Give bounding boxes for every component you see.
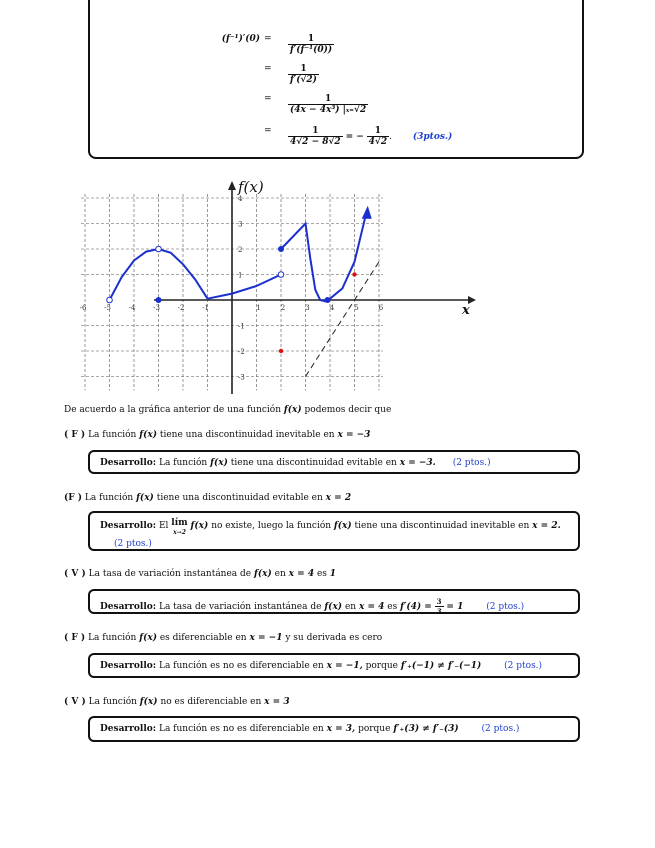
denominator: 3	[436, 607, 442, 616]
numerator: 1	[288, 126, 343, 137]
numerator: 3	[436, 597, 442, 606]
points-label: (2 ptos.)	[452, 458, 491, 468]
function-curve-2	[208, 275, 282, 299]
numerator: 1	[288, 34, 334, 45]
y-tick-label: -1	[238, 322, 245, 331]
statement-fx: f(x)	[139, 633, 157, 643]
x-tick-label: -5	[104, 304, 111, 312]
limit-subscript: x→2	[173, 529, 186, 536]
points-label: (2 ptos.)	[114, 539, 152, 549]
numerator: 1	[288, 94, 368, 105]
x-tick-label: 3	[305, 304, 310, 312]
y-tick-label: -3	[238, 373, 245, 382]
answer-tag: ( V )	[64, 697, 86, 707]
denominator: 4√2	[368, 137, 388, 147]
points-label: (2 ptos.)	[486, 602, 525, 612]
statement-fx: f(x)	[139, 697, 158, 707]
equals-sign: =	[264, 94, 272, 104]
statement-text: es	[316, 569, 327, 579]
statement-fx: f(x)	[139, 430, 157, 440]
x-tick-label: -3	[153, 304, 160, 312]
development-label: Desarrollo:	[100, 602, 157, 612]
denominator: f′(f⁻¹(0))	[290, 45, 333, 55]
equals-sign: =	[264, 64, 272, 74]
development-box-3	[88, 589, 580, 614]
answer-tag: (F )	[64, 493, 83, 503]
development-text: La función es no es diferenciable en	[158, 724, 324, 734]
statement-4	[64, 633, 382, 643]
development-value: x = −3.	[399, 458, 436, 468]
development-text: tiene una discontinuidad evitable en	[230, 458, 397, 468]
intro-fx: f(x)	[283, 405, 302, 415]
denominator: 4√2 − 8√2	[290, 137, 341, 147]
statement-value: x = 4	[288, 569, 315, 579]
development-value: f′(4) =	[400, 602, 432, 612]
development-text: porque	[365, 661, 398, 671]
asymptote-dashed-line	[306, 262, 380, 377]
equals-sign: =	[264, 126, 272, 136]
development-text: es	[387, 602, 398, 612]
answer-tag: ( F )	[64, 430, 86, 440]
points-label: (2 ptos.)	[504, 661, 543, 671]
equals-minus: = −	[345, 132, 364, 142]
development-text: El	[158, 521, 169, 531]
statement-value: x = 2	[325, 493, 352, 503]
statement-3	[64, 569, 336, 579]
y-axis-label: f(x)	[238, 178, 264, 196]
y-tick-label: -2	[238, 348, 245, 356]
x-tick-label: -6	[79, 304, 87, 312]
development-text: La función es no es diferenciable en	[158, 661, 324, 671]
x-tick-label: -1	[202, 304, 209, 312]
intro-end: podemos decir que	[304, 405, 392, 415]
numerator: 1	[288, 64, 319, 75]
development-text: La tasa de variación instantánea de	[158, 602, 322, 612]
x-tick-label: -2	[177, 304, 185, 312]
development-box-2	[88, 511, 580, 551]
points-label: (3ptos.)	[412, 132, 453, 142]
statement-text: no es diferenciable en	[160, 697, 262, 707]
statement-text: y su derivada es cero	[285, 633, 383, 643]
limit-operator	[171, 519, 187, 537]
y-tick-label: 3	[238, 220, 243, 229]
development-box-4	[88, 653, 580, 678]
limit-symbol: lím	[171, 518, 188, 528]
open-point	[278, 272, 284, 278]
development-value: x = 4	[358, 602, 385, 612]
filled-point	[325, 297, 331, 303]
development-fx: f(x)	[324, 602, 343, 612]
development-label: Desarrollo:	[100, 724, 157, 734]
x-axis-label: x	[462, 303, 470, 318]
development-label: Desarrollo:	[100, 661, 157, 671]
numerator: 1	[367, 126, 389, 137]
development-value: f′₊(3) ≠ f′₋(3)	[393, 724, 459, 734]
statement-value: x = −3	[337, 430, 371, 440]
curve-arrowhead	[362, 206, 372, 219]
y-tick-label: 1	[238, 271, 243, 280]
development-text: porque	[358, 724, 391, 734]
development-text: en	[344, 602, 357, 612]
development-text: La función	[158, 458, 208, 468]
points-label: (2 ptos.)	[481, 724, 520, 734]
statement-text: La función	[88, 697, 137, 707]
period: .	[389, 132, 392, 142]
filled-point	[156, 297, 162, 303]
equals-sign: =	[264, 34, 272, 44]
derivation-lhs: (f⁻¹)′(0)	[221, 34, 260, 44]
statement-value: x = 3	[264, 697, 290, 707]
statement-2	[64, 493, 351, 503]
function-curve-3	[281, 211, 367, 301]
red-point	[352, 272, 356, 276]
statement-text: tiene una discontinuidad evitable en	[156, 493, 323, 503]
x-tick-label: 1	[256, 304, 261, 312]
filled-point	[278, 246, 284, 252]
intro-text: De acuerdo a la gráfica anterior de una función	[64, 405, 281, 415]
statement-text: La tasa de variación instantánea de	[88, 569, 252, 579]
open-point	[107, 297, 113, 303]
statement-text: La función	[88, 430, 137, 440]
function-graph	[79, 176, 480, 398]
x-tick-label: 2	[280, 304, 286, 312]
development-box-1	[88, 450, 580, 474]
y-axis-arrow	[228, 181, 236, 190]
development-value: = 1	[446, 602, 464, 612]
x-tick-label: 5	[354, 304, 359, 312]
answer-tag: ( V )	[64, 569, 86, 579]
statement-value: 1	[329, 569, 337, 579]
statement-1	[64, 430, 370, 440]
statement-fx: f(x)	[136, 493, 154, 503]
x-tick-label: -4	[128, 304, 136, 312]
development-fx: f(x)	[333, 521, 352, 531]
statement-fx: f(x)	[254, 569, 272, 579]
statement-text: es diferenciable en	[159, 633, 247, 643]
statement-text: tiene una discontinuidad inevitable en	[159, 430, 335, 440]
statement-5	[64, 697, 290, 707]
y-tick-label: 4	[238, 195, 243, 203]
red-point	[279, 349, 283, 353]
open-point	[156, 246, 162, 252]
development-box-5	[88, 716, 580, 742]
x-tick-label: 6	[378, 304, 384, 312]
development-label: Desarrollo:	[100, 521, 157, 531]
x-tick-label: 4	[329, 304, 335, 312]
statement-value: x = −1	[249, 633, 283, 643]
statement-text: La función	[84, 493, 134, 503]
denominator: f′(√2)	[290, 75, 317, 85]
development-text: no existe, luego la función	[211, 521, 332, 531]
development-value: x = 3,	[326, 724, 356, 734]
y-tick-label: 2	[238, 246, 243, 254]
answer-tag: ( F )	[64, 633, 86, 643]
intro-sentence	[64, 405, 391, 415]
development-text: tiene una discontinuidad inevitable en	[354, 521, 530, 531]
development-label: Desarrollo:	[100, 458, 157, 468]
development-value: x = −1,	[326, 661, 363, 671]
statement-text: La función	[88, 633, 137, 643]
denominator: (4x − 4x³) |ₓ₌√2	[290, 105, 367, 115]
development-value: f′₊(−1) ≠ f′₋(−1)	[400, 661, 482, 671]
development-fx: f(x)	[210, 458, 228, 468]
development-fx: f(x)	[190, 521, 209, 531]
statement-text: en	[274, 569, 286, 579]
development-value: x = 2.	[532, 521, 561, 531]
